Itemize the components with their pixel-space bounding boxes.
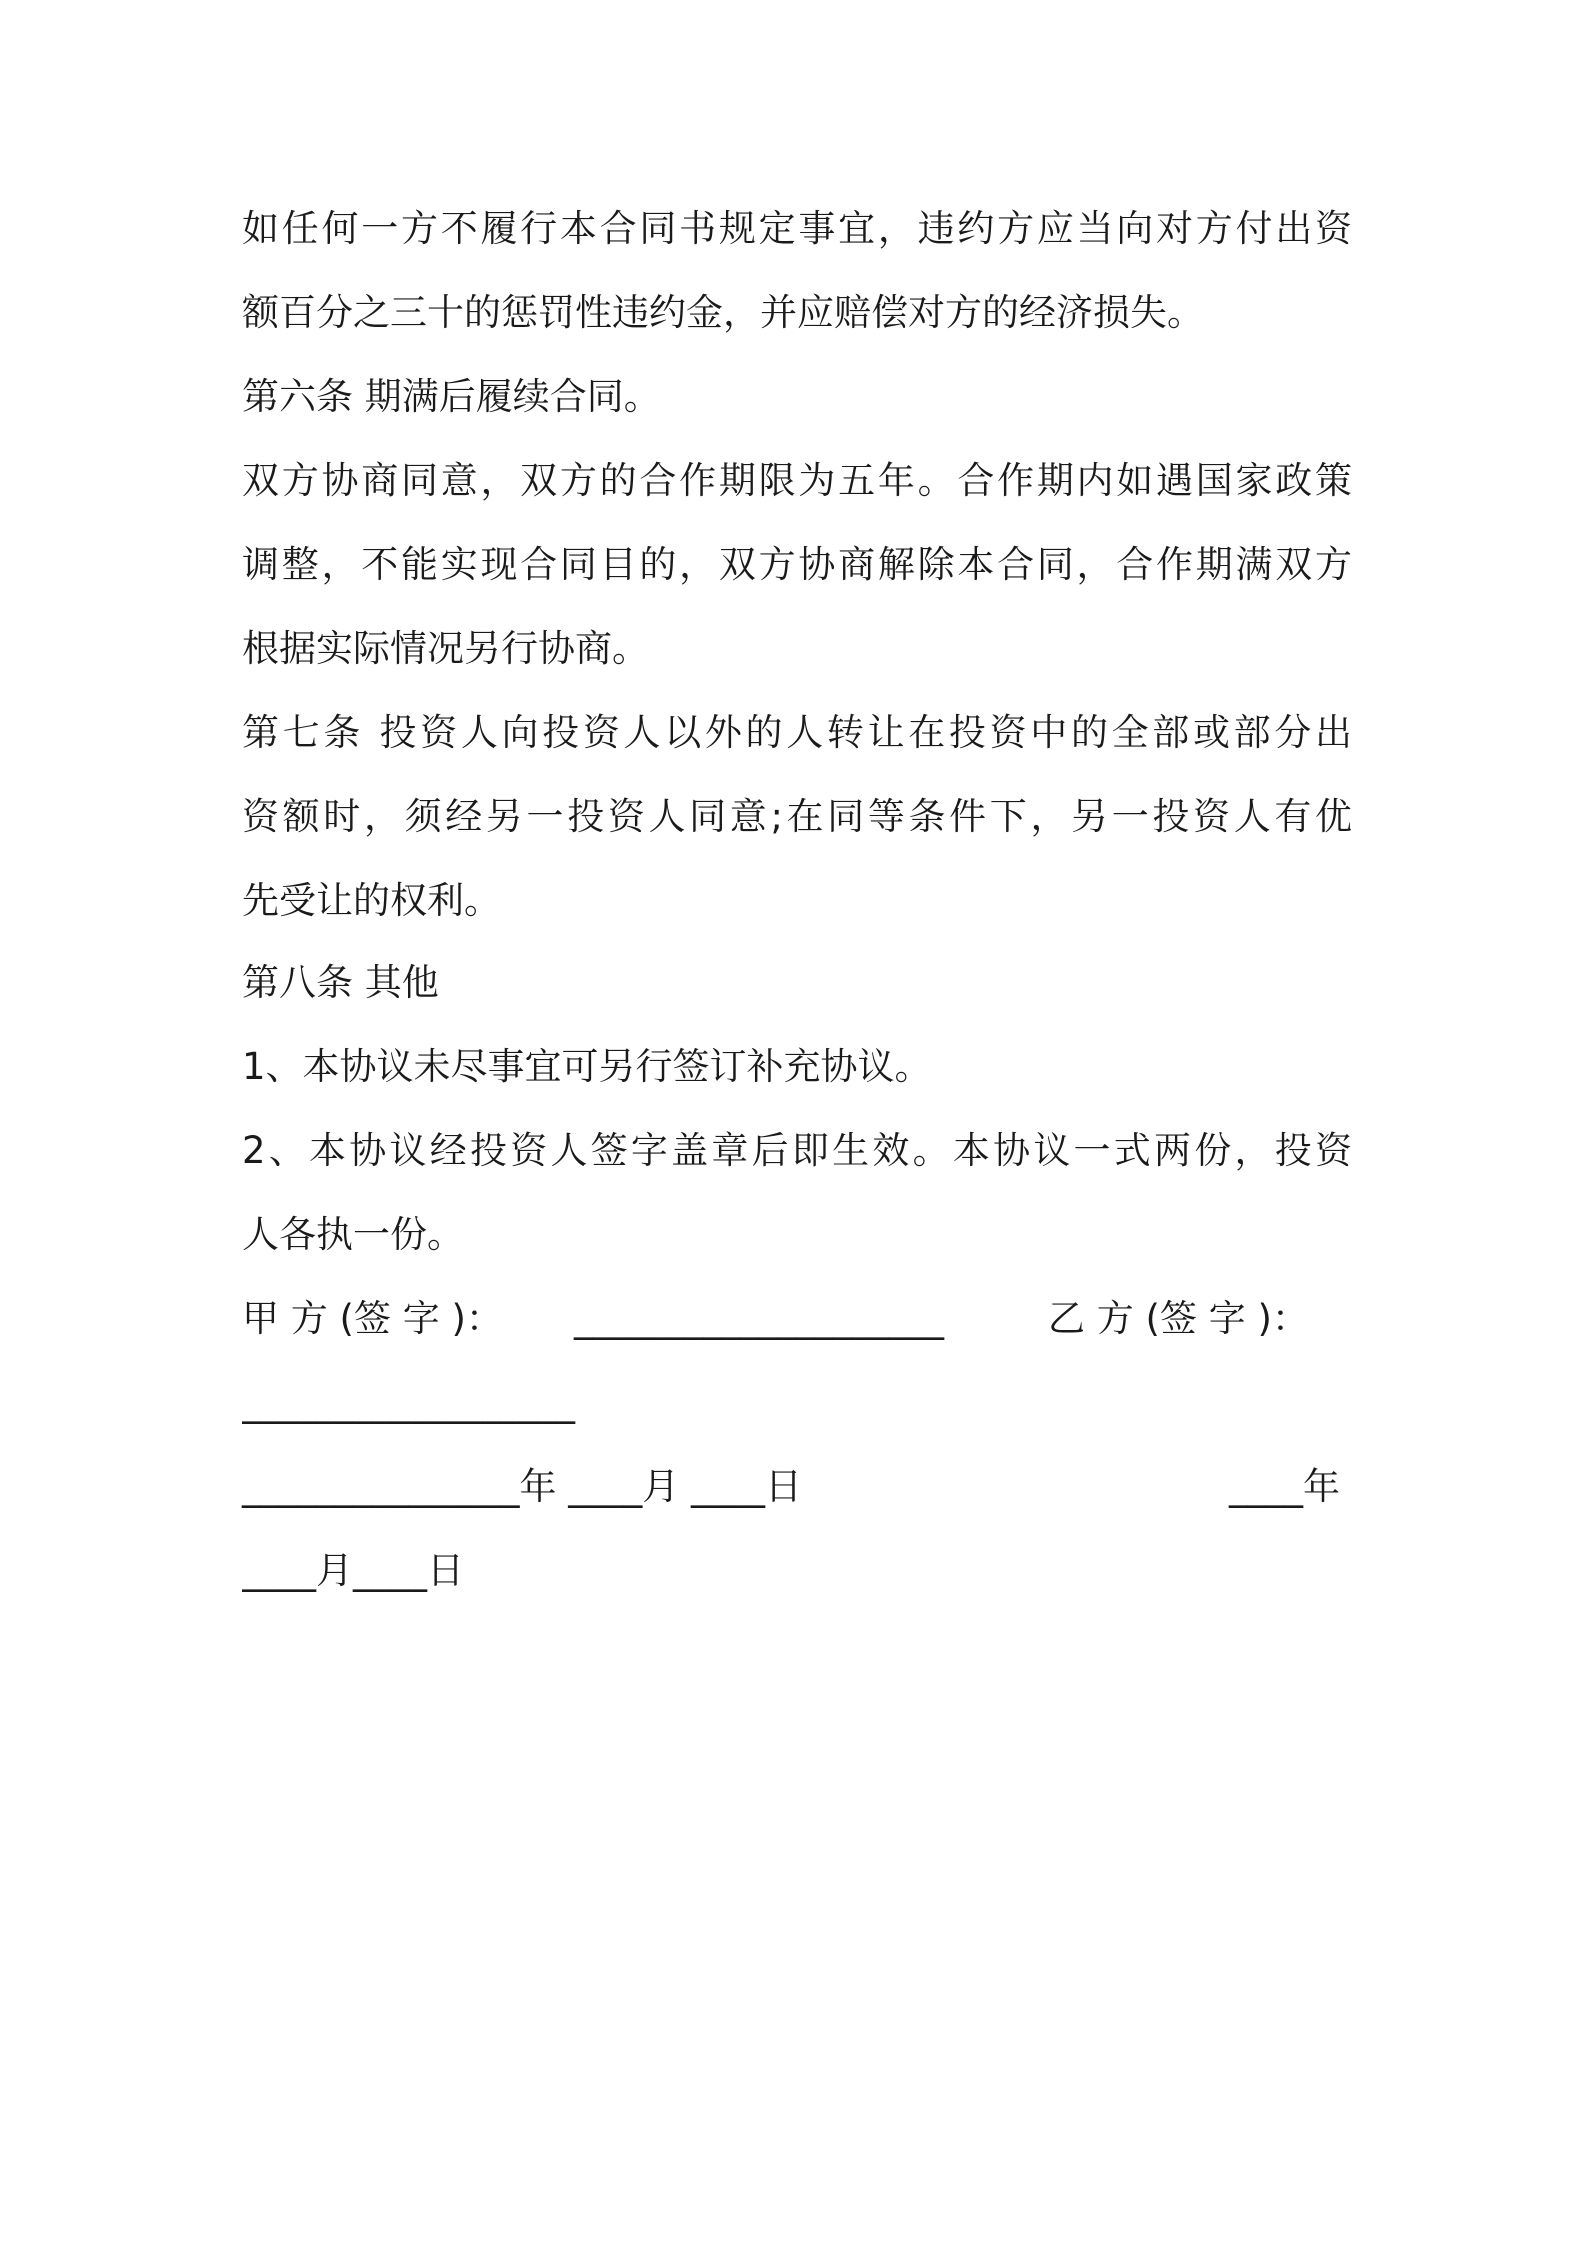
paragraph-line: 资额时，须经另一投资人同意;在同等条件下，另一投资人有优 <box>242 795 1352 838</box>
paragraph-line: 先受让的权利。 <box>242 879 501 922</box>
paragraph-line: 根据实际情况另行协商。 <box>242 627 649 670</box>
party-b-signature-blank: __________________ <box>242 1381 575 1424</box>
party-b-date-month-day: ____月____日 <box>242 1549 464 1592</box>
party-b-date-year: ____年 <box>1229 1465 1340 1508</box>
party-a-signature-blank: ____________________ <box>574 1297 944 1340</box>
list-item: 1、本协议未尽事宜可另行签订补充协议。 <box>242 1045 932 1088</box>
party-a-date: _______________年 ____月 ____日 <box>242 1465 803 1508</box>
signature-row <box>242 1295 1352 1343</box>
party-a-signature-label: 甲 方 (签 字 )： <box>242 1297 503 1340</box>
paragraph-line: 额百分之三十的惩罚性违约金，并应赔偿对方的经济损失。 <box>242 291 1204 334</box>
paragraph-line: 双方协商同意，双方的合作期限为五年。合作期内如遇国家政策 <box>242 459 1352 502</box>
article-heading: 第六条 期满后履续合同。 <box>242 375 661 418</box>
article-heading: 第七条 投资人向投资人以外的人转让在投资中的全部或部分出 <box>242 711 1352 754</box>
list-item: 2、本协议经投资人签字盖章后即生效。本协议一式两份，投资 <box>242 1129 1352 1172</box>
article-heading: 第八条 其他 <box>242 961 439 1004</box>
party-b-signature-label: 乙 方 (签 字 )： <box>1048 1297 1309 1340</box>
paragraph-line: 人各执一份。 <box>242 1213 464 1256</box>
paragraph-line: 调整，不能实现合同目的，双方协商解除本合同，合作期满双方 <box>242 543 1352 586</box>
paragraph-line: 如任何一方不履行本合同书规定事宜，违约方应当向对方付出资 <box>242 207 1352 250</box>
date-row <box>242 1463 1352 1511</box>
